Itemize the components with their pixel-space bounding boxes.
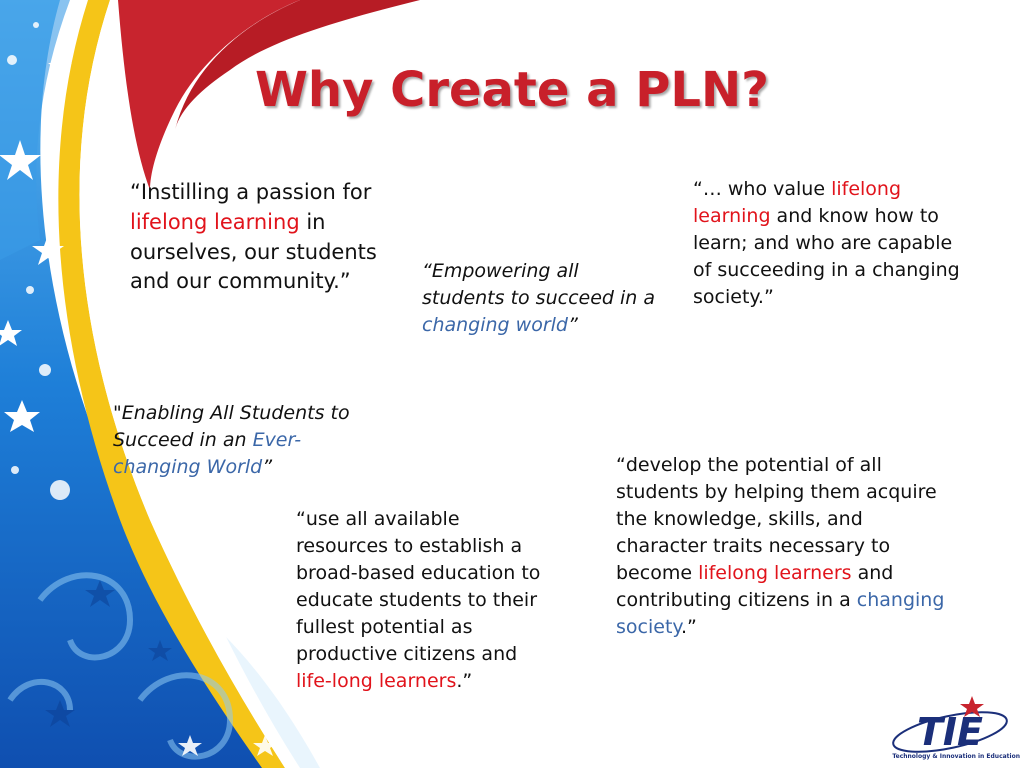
quote-text: and know how to learn; and who are capable of succeeding in a changing society.” — [693, 204, 960, 308]
quote-text: “use all available resources to establish a broad-based education to educate students to their fullest potential as productive citizens and — [296, 508, 541, 665]
quote-use-all-resources — [296, 506, 546, 695]
quote-text: “develop the potential of all students by helping them acquire the knowledge, skills, and character traits necessary to become — [616, 454, 937, 584]
logo-text: TIE — [916, 710, 984, 754]
quote-text: .” — [456, 669, 473, 692]
quote-text: and contributing citizens in a — [616, 561, 894, 611]
highlight-lifelong-learners: lifelong learners — [698, 561, 852, 584]
quote-text: “… who value — [693, 178, 832, 200]
quote-enabling-all-students — [113, 400, 363, 481]
highlight-ever-changing-world: Ever-changing World — [113, 428, 302, 478]
highlight-life-long-learners: life-long learners — [296, 669, 457, 692]
highlight-changing-society: changing society — [616, 588, 945, 638]
quote-instilling-passion — [130, 178, 410, 297]
highlight-changing-world: changing world — [422, 313, 568, 336]
quote-develop-potential — [616, 452, 946, 641]
quote-text: .” — [680, 615, 697, 638]
quote-text: ” — [567, 313, 578, 336]
quote-empowering-students — [422, 258, 662, 339]
tie-logo — [884, 690, 1014, 760]
highlight-lifelong-learning: lifelong learning — [693, 178, 902, 227]
quote-text: “Empowering all students to succeed in a — [422, 260, 656, 309]
quote-text: ” — [262, 455, 273, 478]
quote-text: “Instilling a passion for — [130, 180, 372, 204]
slide-title: Why Create a PLN? — [254, 62, 770, 118]
highlight-lifelong-learning: lifelong learning — [130, 209, 300, 234]
quote-who-value-lifelong — [693, 176, 963, 311]
quote-text: in ourselves, our students and our community.” — [130, 209, 377, 294]
quote-text: "Enabling All Students to Succeed in an — [113, 402, 350, 451]
logo-subtitle: Technology & Innovation in Education — [892, 753, 1020, 760]
